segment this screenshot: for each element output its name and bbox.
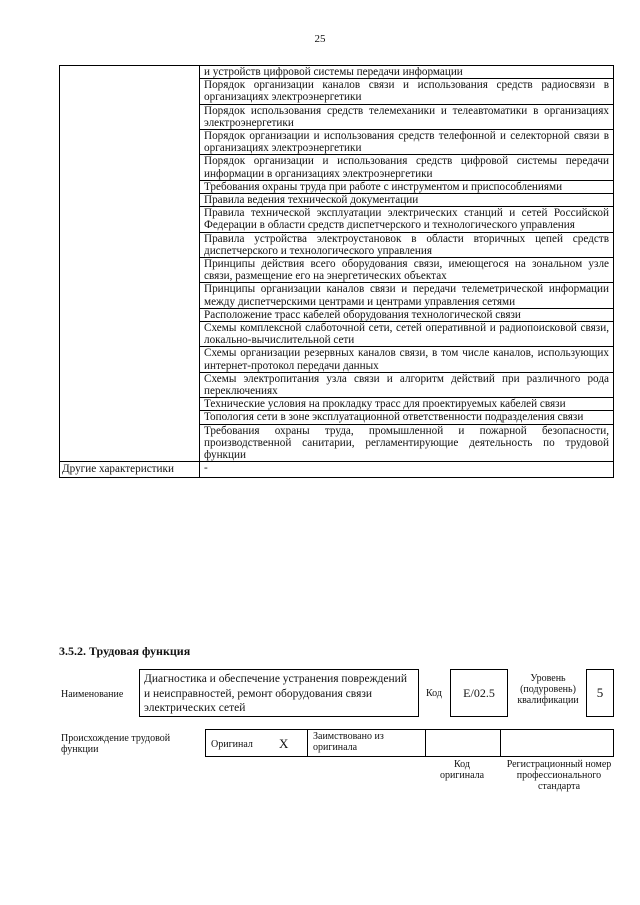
function-name: Диагностика и обеспечение устранения повреждений и неисправностей, ремонт оборудования связи электрических сетей xyxy=(144,673,407,714)
row-text: Правила ведения технической документации xyxy=(200,194,614,207)
row-text: Схемы электропитания узла связи и алгоритм действий при различного рода переключениях xyxy=(200,372,614,397)
row-text: Схемы комплексной слаботочной сети, сетей оперативной и радиопоисковой связи, локально-вычислительной сети xyxy=(200,322,614,347)
origin-divider-2 xyxy=(425,729,426,757)
row-text: Порядок организации каналов связи и использования средств радиосвязи в организациях электроэнергетики xyxy=(200,79,614,104)
code-origin-caption: Код оригинала xyxy=(439,759,485,781)
section-title: 3.5.2. Трудовая функция xyxy=(59,644,191,658)
row-text: Топология сети в зоне эксплуатационной ответственности подразделения связи xyxy=(200,411,614,424)
reg-number-caption: Регистрационный номер профессионального стандарта xyxy=(506,759,612,792)
borrowed-label: Заимствовано из оригинала xyxy=(313,731,384,753)
page-number: 25 xyxy=(314,33,326,45)
level-label: Уровень (подуровень) квалификации xyxy=(517,673,579,706)
row-text: Правила технической эксплуатации электрических станций и сетей Российской Федерации в области средств диспетчерского и технологического управления xyxy=(200,207,614,232)
row-text: Требования охраны труда, промышленной и пожарной безопасности, производственной санитарии, регламентирующие деятельность по трудовой функции xyxy=(200,424,614,462)
origin-label: Происхождение трудовой функции xyxy=(61,733,171,755)
row-label: Другие характеристики xyxy=(60,462,200,477)
row-text: Технические условия на прокладку трасс для проектируемых кабелей связи xyxy=(200,398,614,411)
row-text: Принципы действия всего оборудования связи, имеющегося на зональном узле связи, размещение его на энергетических объектах xyxy=(200,258,614,283)
row-text: Порядок организации и использования средств цифровой системы передачи информации в организациях электроэнергетики xyxy=(200,155,614,180)
function-name-box xyxy=(139,669,419,717)
row-text: Требования охраны труда при работе с инструментом и приспособлениями xyxy=(200,180,614,193)
name-label: Наименование xyxy=(61,689,124,700)
level-value: 5 xyxy=(596,685,604,700)
origin-divider-3 xyxy=(500,729,501,757)
level-box xyxy=(586,669,614,717)
row-text: Порядок использования средств телемеханики и телеавтоматики в организациях электроэнергетики xyxy=(200,104,614,129)
row-text: и устройств цифровой системы передачи информации xyxy=(200,66,614,79)
function-code: E/02.5 xyxy=(463,686,495,700)
table-row xyxy=(60,462,614,477)
row-text: Правила устройства электроустановок в области вторичных цепей средств диспетчерского и технологического управления xyxy=(200,232,614,257)
row-text: Принципы организации каналов связи и передачи телеметрической информации между диспетчерскими центрами и центрами управления сетями xyxy=(200,283,614,308)
row-label-cell xyxy=(60,66,200,462)
row-text: Порядок организации и использования средств телефонной и селекторной связи в организациях электроэнергетики xyxy=(200,130,614,155)
row-text: Схемы организации резервных каналов связи, в том числе каналов, использующих интернет-протокол передачи данных xyxy=(200,347,614,372)
function-code-box xyxy=(450,669,508,717)
code-label: Код xyxy=(426,688,442,699)
row-text: - xyxy=(200,462,614,477)
table-row xyxy=(60,66,614,79)
row-text: Расположение трасс кабелей оборудования технологической связи xyxy=(200,308,614,321)
original-mark: X xyxy=(279,736,289,751)
origin-divider-1 xyxy=(307,729,308,757)
original-label: Оригинал xyxy=(211,739,253,750)
knowledge-table xyxy=(59,65,614,478)
